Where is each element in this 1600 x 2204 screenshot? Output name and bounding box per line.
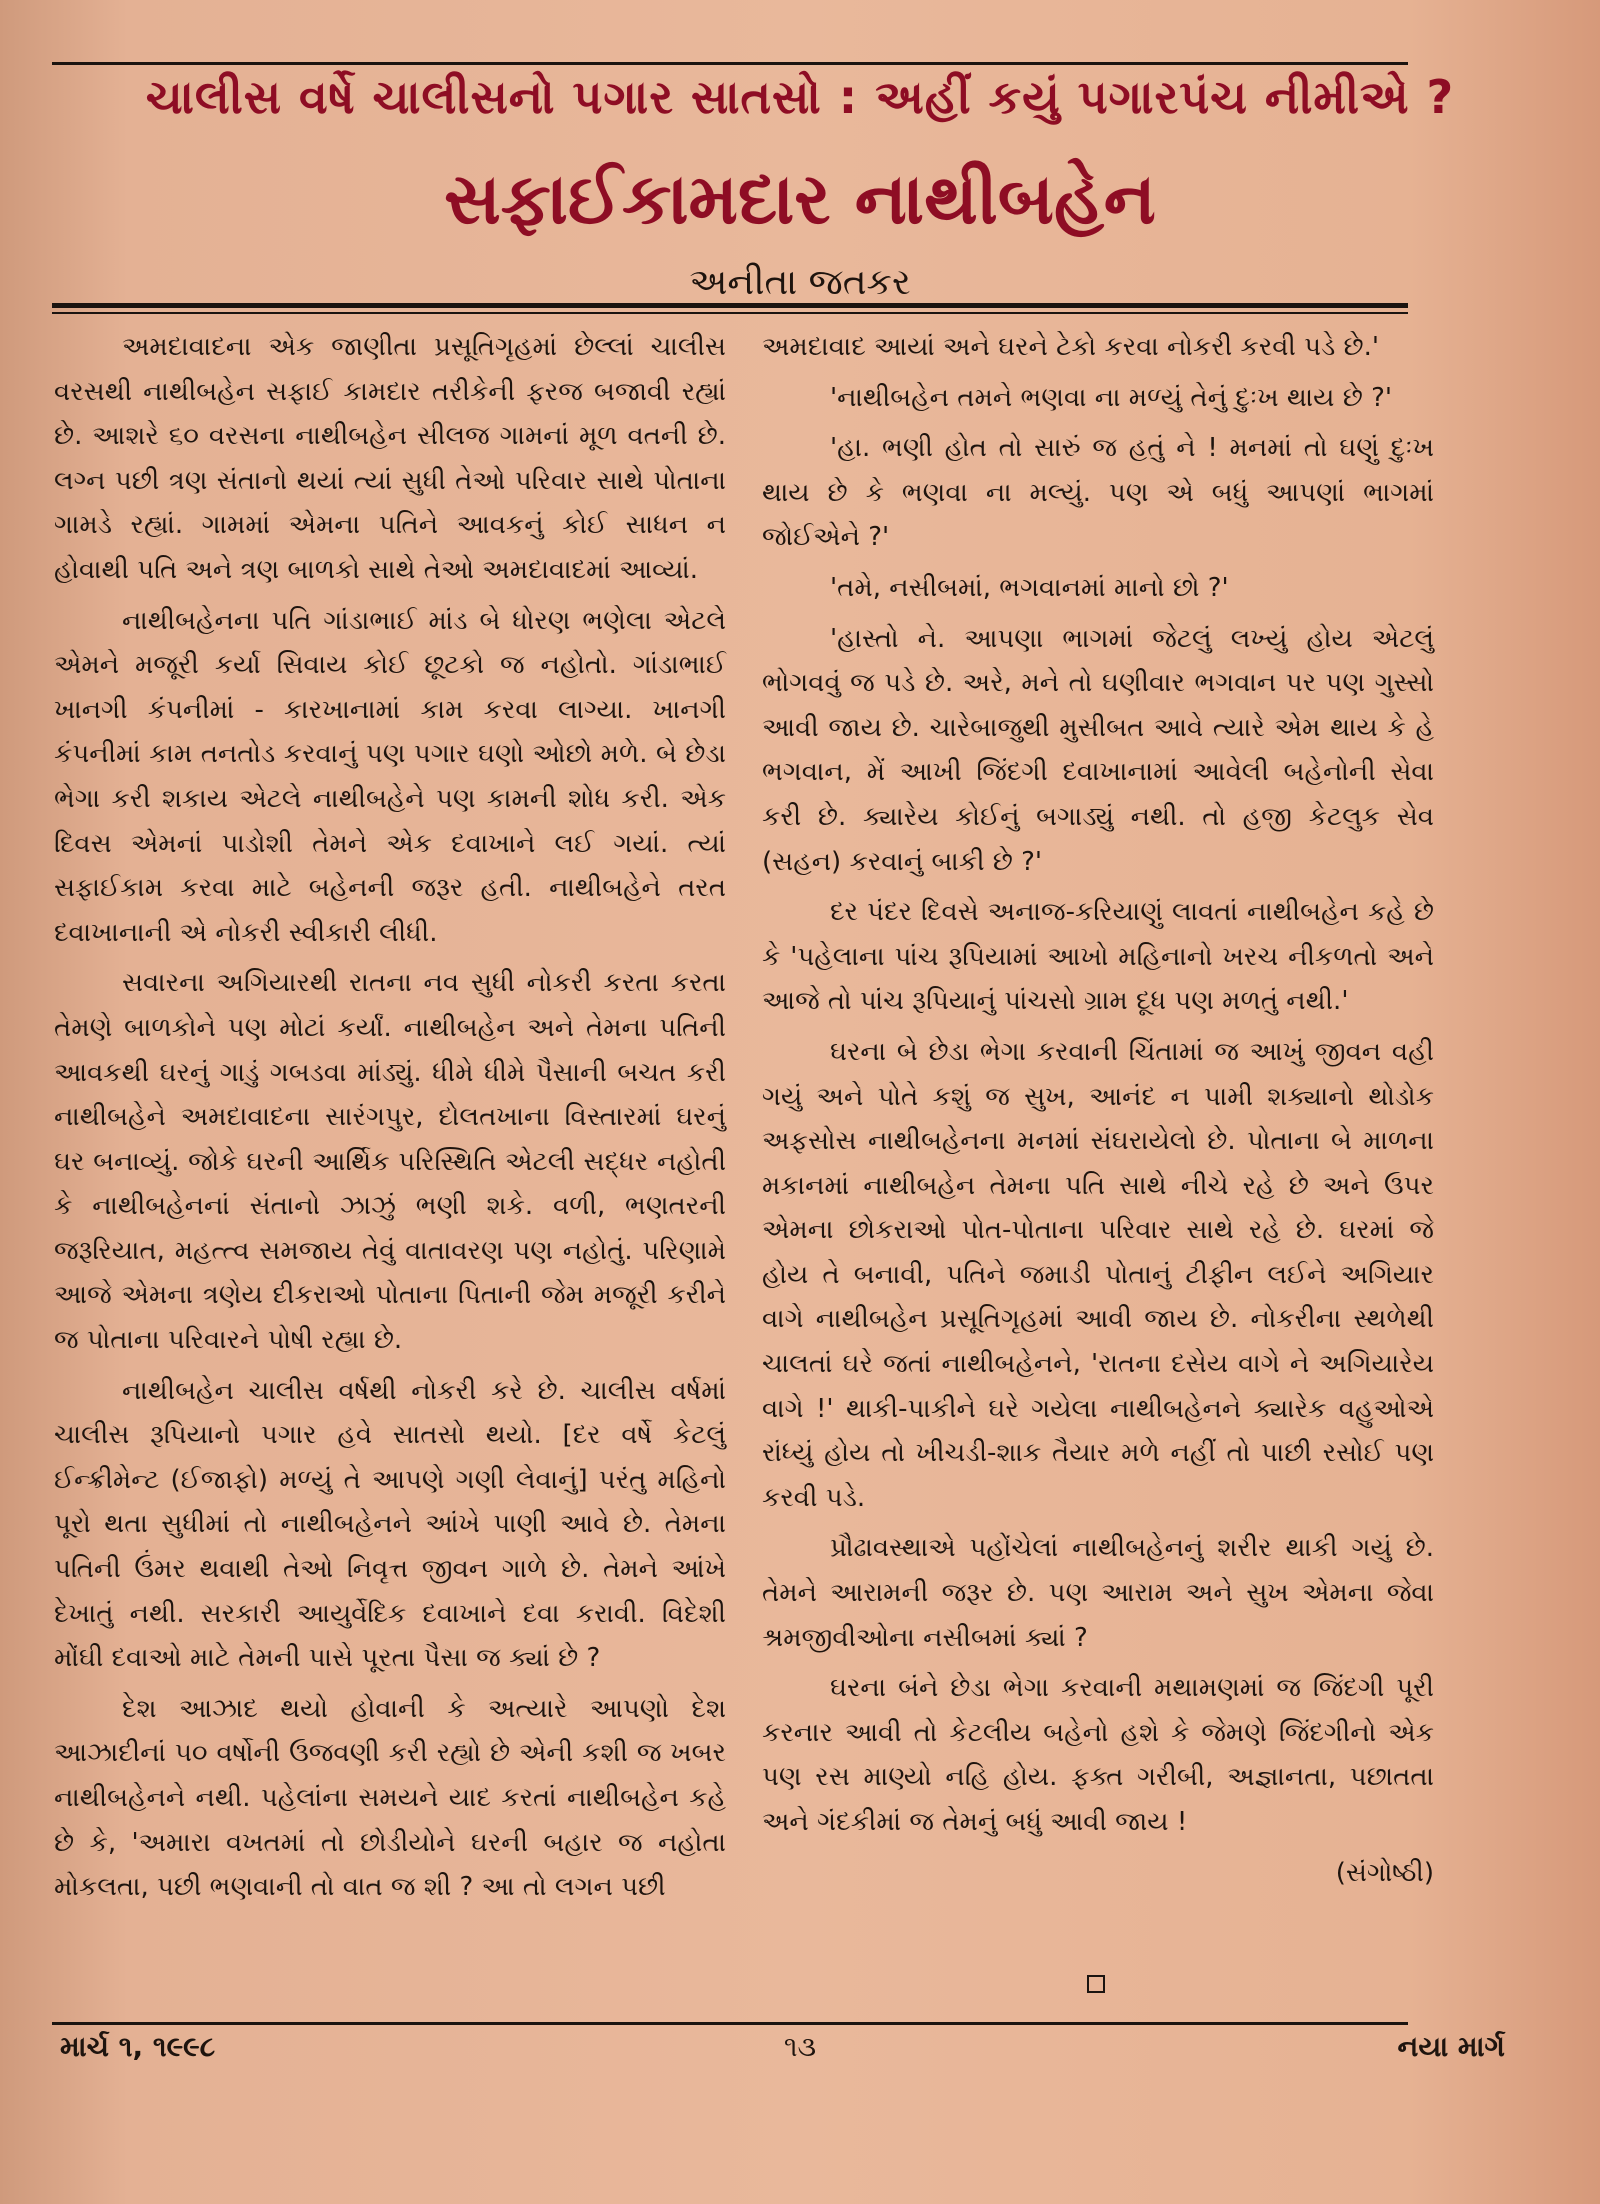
header-rule-thin: [52, 312, 1408, 314]
right-column: [762, 325, 1434, 1901]
paragraph: દર પંદર દિવસે અનાજ-કરિયાણું લાવતાં નાથીબહેન કહે છે કે 'પહેલાના પાંચ રૂપિયામાં આખો મહિનાનો ખરચ નીકળતો અને આજે તો પાંચ રૂપિયાનું પાંચસો ગ્રામ દૂધ પણ મળતું નથી.': [762, 897, 1434, 1017]
paragraph: નાથીબહેનના પતિ ગાંડાભાઈ માંડ બે ધોરણ ભણેલા એટલે એમને મજૂરી કર્યા સિવાય કોઈ છૂટકો જ નહોતો. ગાંડાભાઈ ખાનગી કંપનીમાં - કારખાનામાં કામ કરવા લાગ્યા. ખાનગી કંપનીમાં કામ તનતોડ કરવાનું પણ પગાર ઘણો ઓછો મળે. બે છેડા ભેગા કરી શકાય એટલે નાથીબહેને પણ કામની શોધ કરી. એક દિવસ એમનાં પાડોશી તેમને એક દવાખાને લઈ ગયાં. ત્યાં સફાઈકામ કરવા માટે બહેનની જરૂર હતી. નાથીબહેને તરત દવાખાનાની એ નોકરી સ્વીકારી લીધી.: [54, 605, 726, 948]
paragraph: 'નાથીબહેન તમને ભણવા ના મળ્યું તેનું દુઃખ થાય છે ?': [830, 382, 1393, 413]
footer-rule: [52, 2022, 1408, 2025]
article-title: સફાઈકામદાર નાથીબહેન: [444, 158, 1156, 240]
paragraph: પ્રૌઢાવસ્થાએ પહોંચેલાં નાથીબહેનનું શરીર થાકી ગયું છે. તેમને આરામની જરૂર છે. પણ આરામ અને સુખ એમના જેવા શ્રમજીવીઓના નસીબમાં ક્યાં ?: [762, 1533, 1434, 1653]
page-number: ૧૩: [783, 2030, 817, 2063]
publication-name: નયા માર્ગ: [1397, 2030, 1505, 2063]
paragraph: અમદાવાદ આયાં અને ઘરને ટેકો કરવા નોકરી કરવી પડે છે.': [762, 332, 1380, 362]
paragraph: 'હાસ્તો ને. આપણા ભાગમાં જેટલું લખ્યું હોય એટલું ભોગવવું જ પડે છે. અરે, મને તો ઘણીવાર ભગવાન પર પણ ગુસ્સો આવી જાય છે. ચારેબાજુથી મુસીબત આવે ત્યારે એમ થાય કે હે ભગવાન, મેં આખી જિંદગી દવાખાનામાં આવેલી બહેનોની સેવા કરી છે. ક્યારેય કોઈનું બગાડ્યું નથી. તો હજી કેટલુક સેવ (સહન) કરવાનું બાકી છે ?': [762, 623, 1434, 877]
paragraph: સવારના અગિયારથી રાતના નવ સુધી નોકરી કરતા કરતા તેમણે બાળકોને પણ મોટાં કર્યાં. નાથીબહેન અને તેમના પતિની આવકથી ઘરનું ગાડું ગબડવા માંડ્યું. ધીમે ધીમે પૈસાની બચત કરી નાથીબહેને અમદાવાદના સારંગપુર, દોલતખાના વિસ્તારમાં ઘરનું ઘર બનાવ્યું. જોકે ઘરની આર્થિક પરિસ્થિતિ એટલી સદ્ધર નહોતી કે નાથીબહેનનાં સંતાનો ઝાઝું ભણી શકે. વળી, ભણતરની જરૂરિયાત, મહત્ત્વ સમજાય તેવું વાતાવરણ પણ નહોતું. પરિણામે આજે એમના ત્રણેય દીકરાઓ પોતાના પિતાની જેમ મજૂરી કરીને જ પોતાના પરિવારને પોષી રહ્યા છે.: [54, 968, 726, 1356]
issue-date: માર્ચ ૧, ૧૯૯૮: [60, 2030, 216, 2063]
header-rule-thick: [52, 303, 1408, 308]
paragraph: ઘરના બંને છેડા ભેગા કરવાની મથામણમાં જ જિંદગી પૂરી કરનાર આવી તો કેટલીય બહેનો હશે કે જેમણે જિંદગીનો એક પણ રસ માણ્યો નહિ હોય. ફક્ત ગરીબી, અજ્ઞાનતા, પછાતતા અને ગંદકીમાં જ તેમનું બધું આવી જાય !: [762, 1673, 1434, 1837]
paragraph: ઘરના બે છેડા ભેગા કરવાની ચિંતામાં જ આખું જીવન વહી ગયું અને પોતે કશું જ સુખ, આનંદ ન પામી શક્યાનો થોડોક અફસોસ નાથીબહેનના મનમાં સંઘરાયેલો છે. પોતાના બે માળના મકાનમાં નાથીબહેન તેમના પતિ સાથે નીચે રહે છે અને ઉપર એમના છોકરાઓ પોત-પોતાના પરિવાર સાથે રહે છે. ઘરમાં જે હોય તે બનાવી, પતિને જમાડી પોતાનું ટીફીન લઈને અગિયાર વાગે નાથીબહેન પ્રસૂતિગૃહમાં આવી જાય છે. નોકરીના સ્થળેથી ચાલતાં ઘરે જતાં નાથીબહેનને, 'રાતના દસેય વાગે ને અગિયારેય વાગે !' થાકી-પાકીને ઘરે ગયેલા નાથીબહેનને ક્યારેક વહુઓએ રાંધ્યું હોય તો ખીચડી-શાક તૈયાર મળે નહીં તો પાછી રસોઈ પણ કરવી પડે.: [762, 1036, 1434, 1513]
source-credit: (સંગોષ્ઠી): [1335, 1857, 1434, 1888]
paragraph: 'હા. ભણી હોત તો સારું જ હતું ને ! મનમાં તો ઘણું દુઃખ થાય છે કે ભણવા ના મલ્યું. પણ એ બધું આપણાં ભાગમાં જોઈએને ?': [762, 433, 1434, 553]
paragraph: દેશ આઝાદ થયો હોવાની કે અત્યારે આપણો દેશ આઝાદીનાં ૫૦ વર્ષોની ઉજવણી કરી રહ્યો છે એની કશી જ ખબર નાથીબહેનને નથી. પહેલાંના સમયને યાદ કરતાં નાથીબહેન કહે છે કે, 'અમારા વખતમાં તો છોડીયોને ઘરની બહાર જ નહોતા મોકલતા, પછી ભણવાની તો વાત જ શી ? આ તો લગન પછી: [54, 1693, 726, 1903]
article-author: અનીતા જતકર: [689, 262, 911, 303]
paragraph: નાથીબહેન ચાલીસ વર્ષથી નોકરી કરે છે. ચાલીસ વર્ષમાં ચાલીસ રૂપિયાનો પગાર હવે સાતસો થયો. [દર વર્ષે કેટલું ઈન્ક્રીમેન્ટ (ઈજાફો) મળ્યું તે આપણે ગણી લેવાનું] પરંતુ મહિનો પૂરો થતા સુધીમાં તો નાથીબહેનને આંખે પાણી આવે છે. તેમના પતિની ઉંમર થવાથી તેઓ નિવૃત્ત જીવન ગાળે છે. તેમને આંખે દેખાતું નથી. સરકારી આયુર્વેદિક દવાખાને દવા કરાવી. વિદેશી મોંઘી દવાઓ માટે તેમની પાસે પૂરતા પૈસા જ ક્યાં છે ?: [54, 1375, 726, 1674]
end-mark-icon: [1087, 1975, 1105, 1993]
paragraph: અમદાવાદના એક જાણીતા પ્રસૂતિગૃહમાં છેલ્લાં ચાલીસ વરસથી નાથીબહેન સફાઈ કામદાર તરીકેની ફરજ બજાવી રહ્યાં છે. આશરે ૬૦ વરસના નાથીબહેન સીલજ ગામનાં મૂળ વતની છે. લગ્ન પછી ત્રણ સંતાનો થયાં ત્યાં સુધી તેઓ પરિવાર સાથે પોતાના ગામડે રહ્યાં. ગામમાં એમના પતિને આવકનું કોઈ સાધન ન હોવાથી પતિ અને ત્રણ બાળકો સાથે તેઓ અમદાવાદમાં આવ્યાં.: [54, 332, 726, 585]
paragraph: 'તમે, નસીબમાં, ભગવાનમાં માનો છો ?': [830, 572, 1229, 603]
top-rule: [52, 62, 1408, 65]
article-kicker: ચાલીસ વર્ષે ચાલીસનો પગાર સાતસો : અહીં કયું પગારપંચ નીમીએ ?: [145, 70, 1455, 124]
left-column: [54, 325, 726, 1916]
